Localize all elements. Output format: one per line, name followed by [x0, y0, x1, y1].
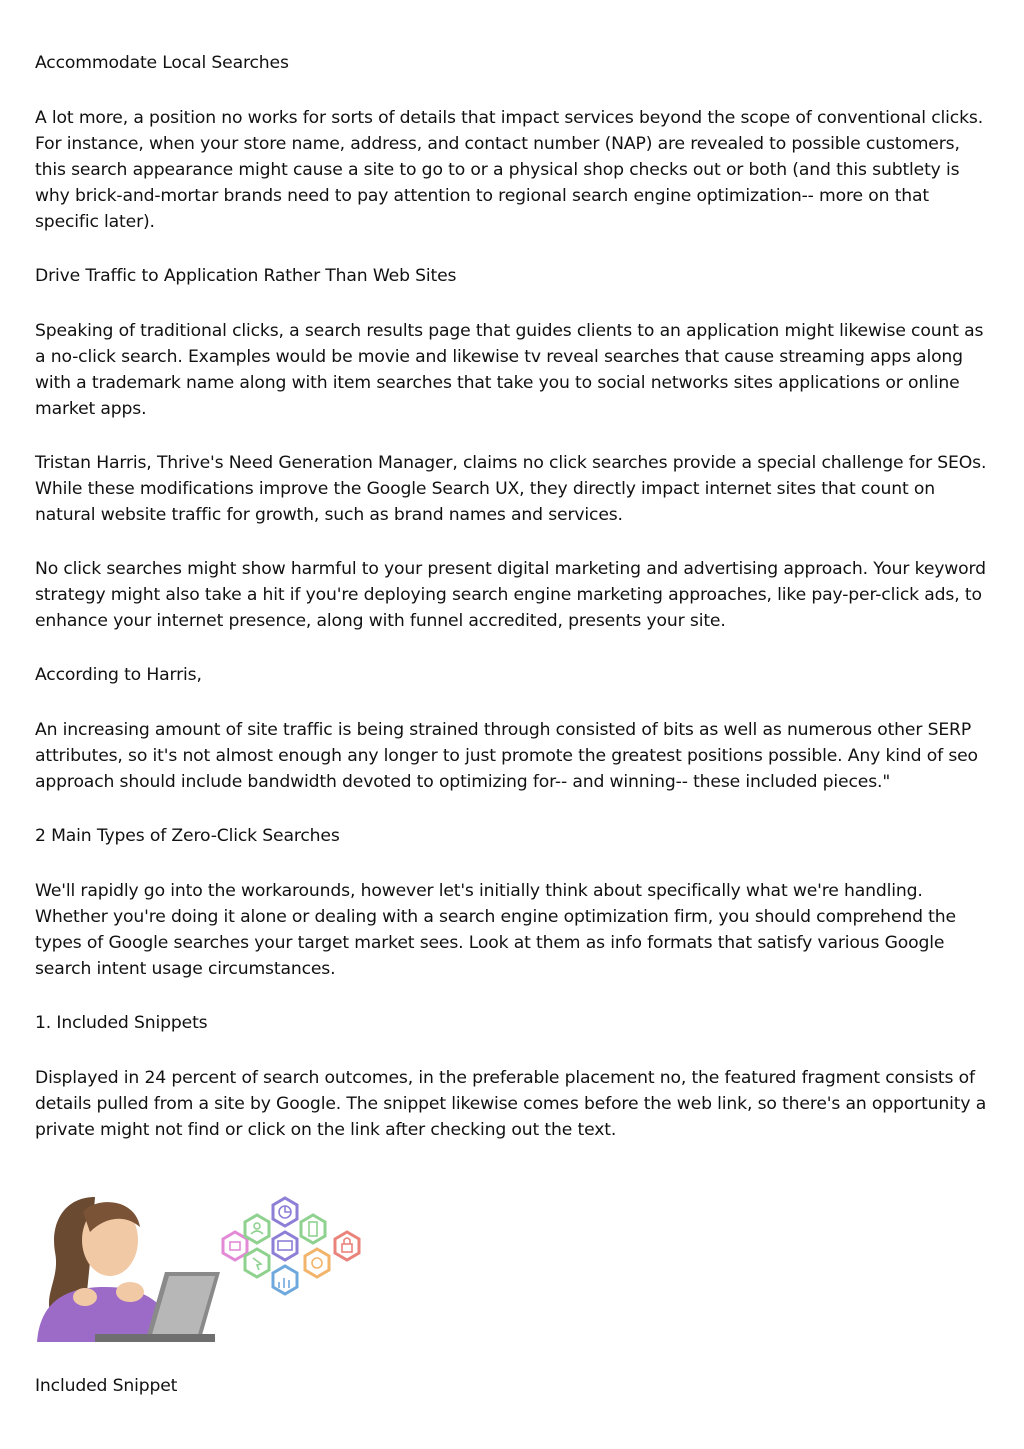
chart-icon [223, 1232, 247, 1260]
paragraph-local-searches: A lot more, a position no works for sorts of details that impact services beyond the scope of conventional clicks. For instance, when your store name, address, and contact number (NAP) are revealed to possible customers, this search appearance might cause a site to go to or a physical shop checks out or both (and this subtlety is why brick-and-mortar brands need to pay attention to regional search engine optimization-- more on that specific later). [35, 108, 984, 232]
bar-chart-icon [273, 1266, 297, 1294]
paragraph-featured-fragment: Displayed in 24 percent of search outcomes, in the preferable placement no, the featured fragment consists of details pulled from a site by Google. The snippet likewise comes before the web link, so there's an opportunity a private might not find or click on the link after checking out the text. [35, 1068, 987, 1140]
monitor-icon [273, 1232, 297, 1260]
paragraph-tristan-harris: Tristan Harris, Thrive's Need Generation Manager, claims no click searches provide a special challenge for SEOs. While these modifications improve the Google Search UX, they directly impact internet sites that count on natural website traffic for growth, such as brand names and services. [35, 453, 987, 525]
figure-caption: Included Snippet [35, 1376, 178, 1396]
woman-laptop-illustration [35, 1192, 375, 1344]
phone-icon [301, 1215, 325, 1243]
illustration-svg [35, 1192, 375, 1344]
paragraph-drive-traffic: Speaking of traditional clicks, a search results page that guides clients to an application might likewise count as a no-click search. Examples would be movie and likewise tv reveal searches that cause streaming apps along with a trademark name along with item searches that take you to social networks sites applications or online market apps. [35, 321, 984, 419]
paragraph-quote: An increasing amount of site traffic is being strained through consisted of bits as well as numerous other SERP attributes, so it's not almost enough any longer to just promote the greatest positions possible. Any kind of seo approach should include bandwidth devoted to optimizing for-- and winning-- these included pieces." [35, 720, 978, 792]
paragraph-according-to-harris: According to Harris, [35, 665, 202, 685]
heading-drive-traffic: Drive Traffic to Application Rather Than Web Sites [35, 266, 457, 286]
lock-icon [335, 1232, 359, 1260]
heading-included-snippets: 1. Included Snippets [35, 1013, 208, 1033]
paragraph-workarounds: We'll rapidly go into the workarounds, however let's initially think about specifically what we're handling. Whether you're doing it alone or dealing with a search engine optimization firm, you should comprehend the types of Google searches your target market sees. Look at them as info formats that satisfy various Google search intent usage circumstances. [35, 881, 956, 979]
heading-local-searches: Accommodate Local Searches [35, 53, 289, 73]
cursor-icon [245, 1249, 269, 1277]
gear-icon [305, 1249, 329, 1277]
heading-main-types: 2 Main Types of Zero-Click Searches [35, 826, 340, 846]
paragraph-no-click-harmful: No click searches might show harmful to your present digital marketing and advertising approach. Your keyword strategy might also take a hit if you're deploying search engine marketing approaches, like pay-per-click ads, to enhance your internet presence, along with funnel accredited, presents your site. [35, 559, 986, 631]
